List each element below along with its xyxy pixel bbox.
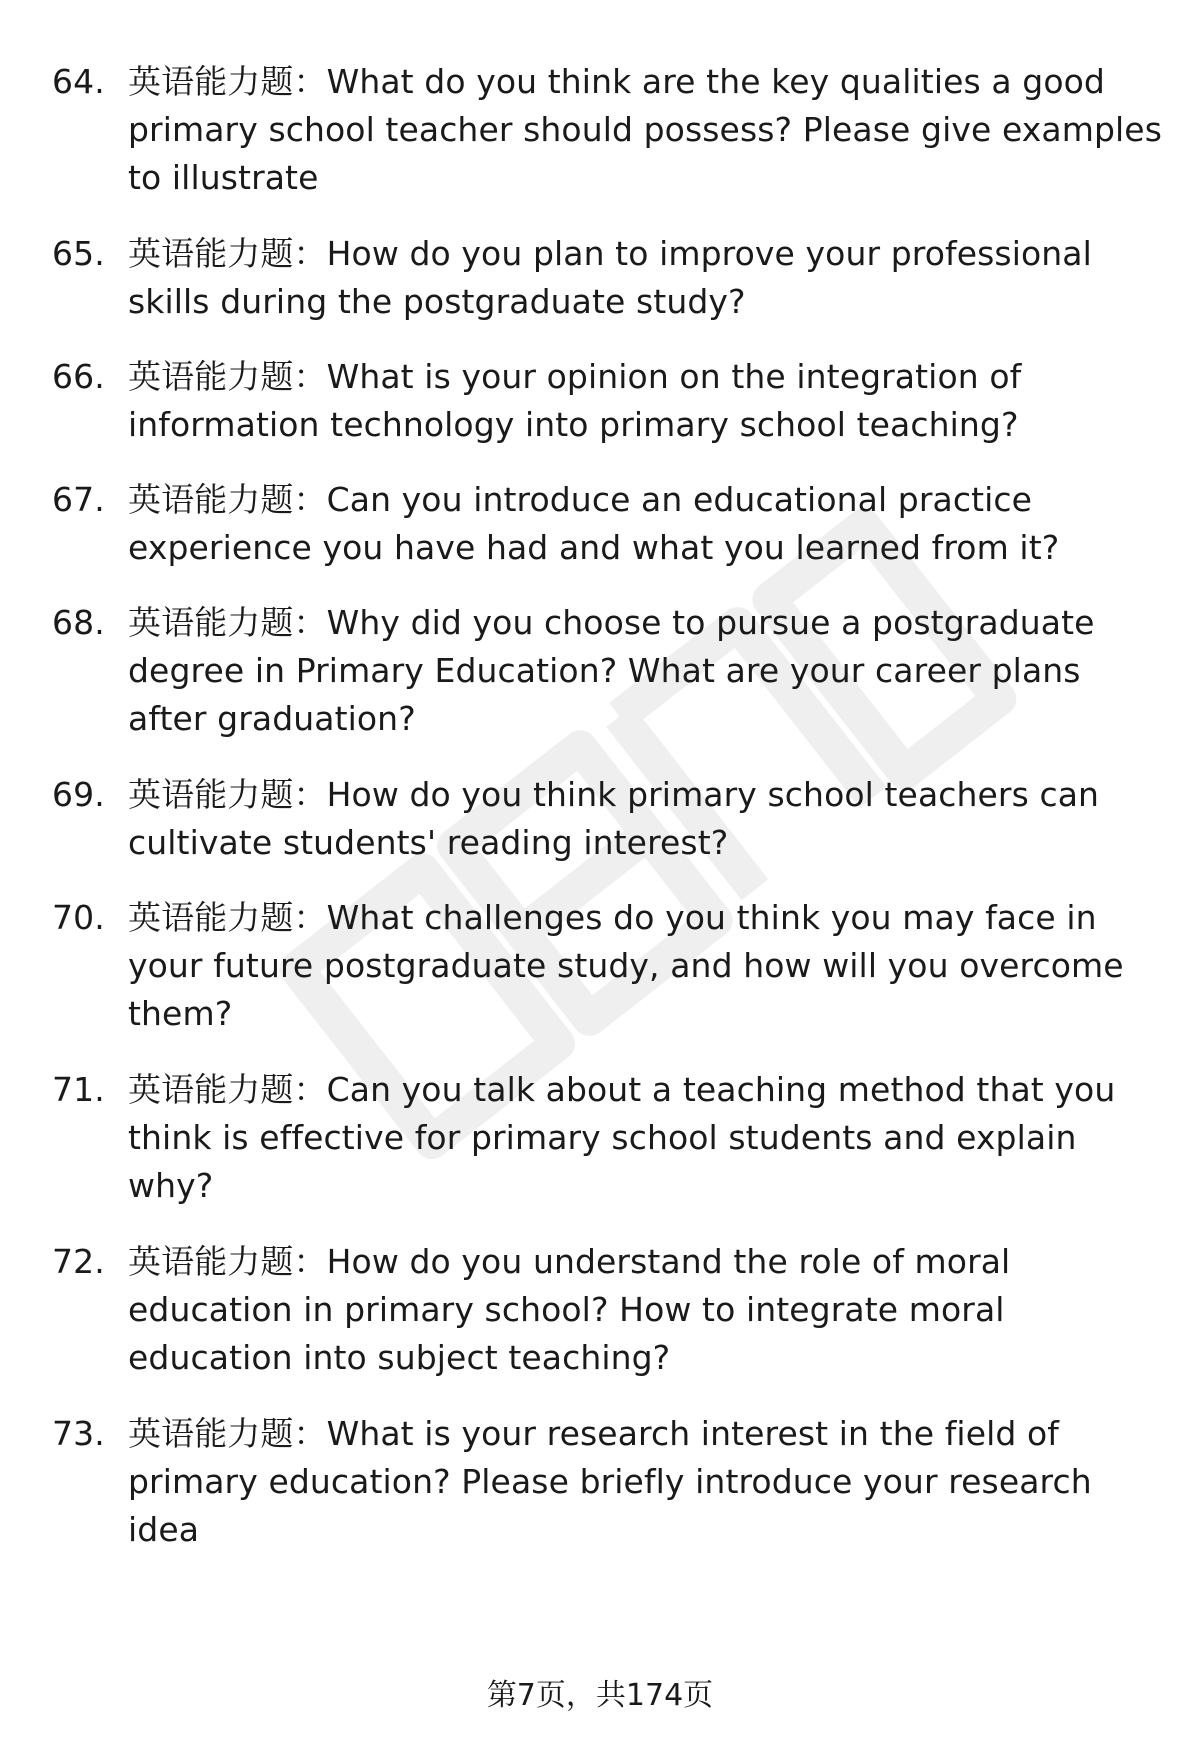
question-text: How do you understand the role of moral education in primary school? How to integrate moral education into subject teaching? [128,1242,1011,1377]
question-item [52,476,1162,572]
question-item [52,1410,1162,1554]
question-number: 72. [52,1242,105,1281]
question-number: 73. [52,1414,105,1453]
question-text: How do you plan to improve your professional skills during the postgraduate study? [128,234,1092,321]
question-item [52,353,1162,449]
question-text: What is your research interest in the field of primary education? Please briefly introduce your research idea [128,1414,1092,1549]
question-tag: 英语能力题： [128,357,327,396]
question-tag: 英语能力题： [128,775,327,814]
question-body [128,1066,1162,1210]
question-tag: 英语能力题： [128,1414,327,1453]
question-body [128,599,1162,743]
question-body [128,1238,1162,1382]
question-number: 64. [52,62,105,101]
question-item [52,894,1162,1038]
question-tag: 英语能力题： [128,898,327,937]
question-tag: 英语能力题： [128,603,327,642]
question-item [52,1066,1162,1210]
question-tag: 英语能力题： [128,1242,327,1281]
question-body [128,230,1162,326]
question-item [52,771,1162,867]
question-text: What challenges do you think you may face in your future postgraduate study, and how will you overcome them? [128,898,1124,1033]
question-tag: 英语能力题： [128,480,327,519]
question-item [52,58,1162,202]
question-number: 70. [52,898,105,937]
question-number: 71. [52,1070,105,1109]
question-body [128,894,1162,1038]
question-tag: 英语能力题： [128,62,327,101]
question-body [128,771,1162,867]
question-number: 69. [52,775,105,814]
question-item [52,599,1162,743]
question-number: 65. [52,234,105,273]
question-tag: 英语能力题： [128,234,327,273]
question-text: Can you introduce an educational practice experience you have had and what you learned from it? [128,480,1060,567]
question-text: How do you think primary school teachers can cultivate students' reading interest? [128,775,1100,862]
question-body [128,58,1162,202]
question-text: Can you talk about a teaching method that you think is effective for primary school students and explain why? [128,1070,1116,1205]
question-text: Why did you choose to pursue a postgraduate degree in Primary Education? What are your career plans after graduation? [128,603,1095,738]
question-number: 66. [52,357,105,396]
page-number: 第7页，共174页 [486,1678,714,1713]
question-number: 67. [52,480,105,519]
question-item [52,230,1162,326]
question-body [128,1410,1162,1554]
question-item [52,1238,1162,1382]
question-text: What do you think are the key qualities a good primary school teacher should possess? Please give examples to illustrate [128,62,1162,197]
question-body [128,353,1162,449]
question-number: 68. [52,603,105,642]
question-list [52,58,1162,1554]
question-body [128,476,1162,572]
question-tag: 英语能力题： [128,1070,327,1109]
question-text: What is your opinion on the integration of information technology into primary school teaching? [128,357,1022,444]
